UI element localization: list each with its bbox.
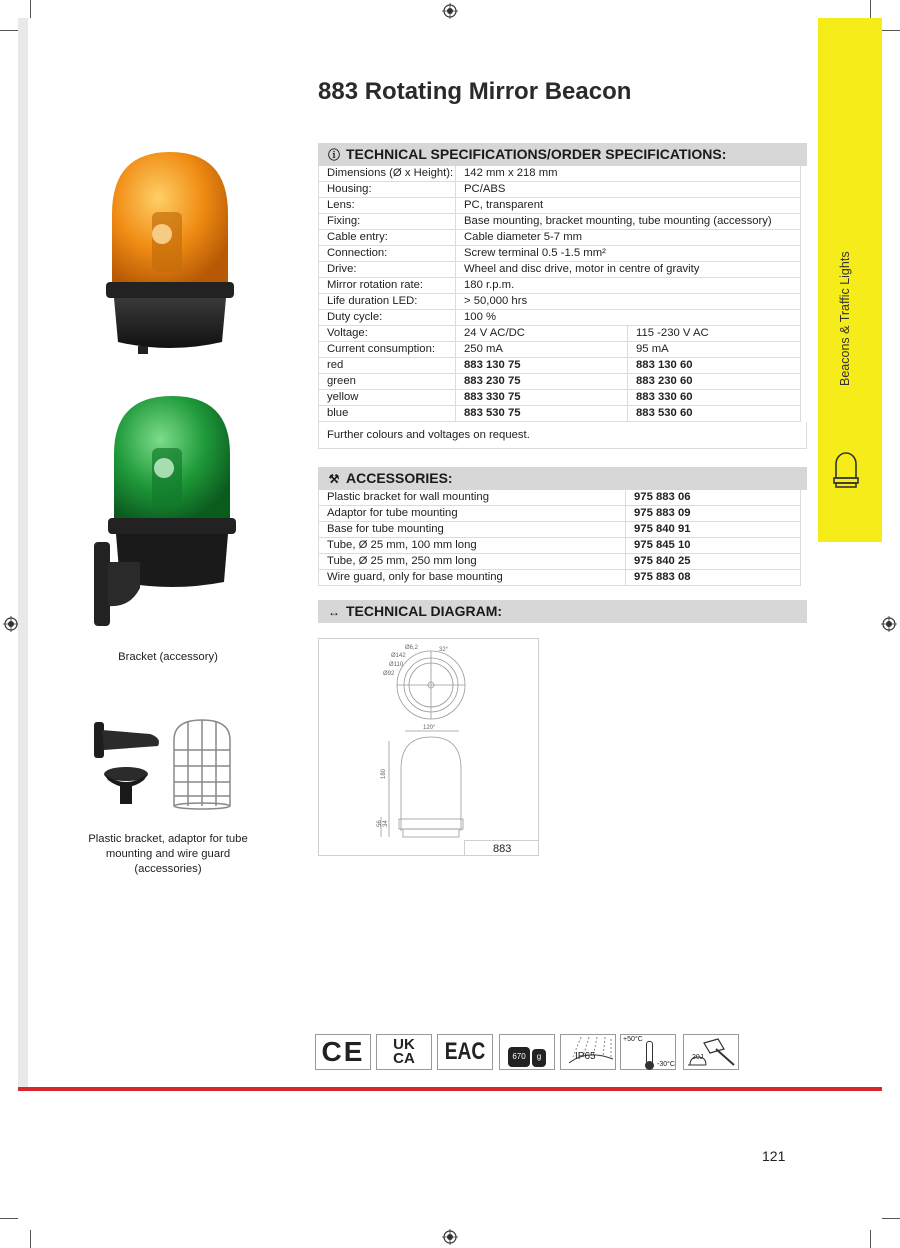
accessory-row	[319, 570, 801, 586]
spec-value-230v: 883 530 60	[628, 406, 801, 422]
caption-line: mounting and wire guard	[105, 848, 231, 860]
spec-row	[319, 198, 801, 214]
accessory-code: 975 883 08	[626, 570, 801, 586]
temperature-range-icon	[620, 1034, 676, 1070]
page-title: 883 Rotating Mirror Beacon	[318, 78, 632, 105]
spec-row	[319, 358, 801, 374]
crop-mark	[882, 1218, 900, 1219]
crop-mark	[30, 1230, 31, 1248]
accessory-row	[319, 538, 801, 554]
ukca-text: CA	[393, 1050, 415, 1067]
accessory-code: 975 840 91	[626, 522, 801, 538]
spec-value: Base mounting, bracket mounting, tube mounting (accessory)	[456, 214, 801, 230]
spec-label: blue	[319, 406, 456, 422]
accessories-heading	[318, 467, 807, 490]
registration-mark-icon	[442, 3, 458, 19]
accessories-image	[90, 716, 240, 812]
info-icon: ⓘ	[327, 148, 340, 162]
spec-label: green	[319, 374, 456, 390]
spec-label: Current consumption:	[319, 342, 456, 358]
spec-row	[319, 310, 801, 326]
weight-icon	[499, 1034, 555, 1070]
footer-rule	[18, 1087, 882, 1091]
spec-value: 142 mm x 218 mm	[456, 166, 801, 182]
spec-row	[319, 326, 801, 342]
spec-label: Connection:	[319, 246, 456, 262]
caption-line: Plastic bracket, adaptor for tube	[88, 833, 248, 845]
spec-row	[319, 262, 801, 278]
registration-mark-icon	[881, 616, 897, 632]
technical-diagram	[318, 638, 539, 856]
spec-row	[319, 182, 801, 198]
spec-label: Duty cycle:	[319, 310, 456, 326]
spec-value: Cable diameter 5-7 mm	[456, 230, 801, 246]
hammer-icon	[684, 1035, 738, 1069]
spec-value-230v: 115 -230 V AC	[628, 326, 801, 342]
dim-label: 56	[377, 820, 383, 827]
spec-row	[319, 390, 801, 406]
eac-mark-icon	[437, 1034, 493, 1070]
spec-value: 180 r.p.m.	[456, 278, 801, 294]
spec-value-24v: 24 V AC/DC	[456, 326, 628, 342]
ukca-text: UK	[393, 1036, 415, 1053]
diagram-heading	[318, 600, 807, 623]
weight-unit: g	[536, 1052, 542, 1061]
spec-value-230v: 883 230 60	[628, 374, 801, 390]
accessory-label: Tube, Ø 25 mm, 250 mm long	[319, 554, 626, 570]
spec-label: Fixing:	[319, 214, 456, 230]
spec-row	[319, 342, 801, 358]
temp-min: -30°C	[657, 1061, 675, 1068]
spec-value-230v: 883 130 60	[628, 358, 801, 374]
spec-value-24v: 883 330 75	[456, 390, 628, 406]
spec-value: > 50,000 hrs	[456, 294, 801, 310]
ip-rating-icon	[560, 1034, 616, 1070]
accessories-table	[318, 490, 801, 586]
ukca-mark-icon	[376, 1034, 432, 1070]
spec-label: Drive:	[319, 262, 456, 278]
spec-value: PC/ABS	[456, 182, 801, 198]
spec-label: Housing:	[319, 182, 456, 198]
diagram-heading-text: TECHNICAL DIAGRAM:	[346, 603, 503, 619]
page-number: 121	[762, 1148, 786, 1164]
accessory-code: 975 845 10	[626, 538, 801, 554]
temp-max: +50°C	[623, 1036, 643, 1043]
green-beacon-bracket-image	[90, 392, 240, 628]
spec-label: Dimensions (Ø x Height):	[319, 166, 456, 182]
spec-value-24v: 883 230 75	[456, 374, 628, 390]
spec-label: Mirror rotation rate:	[319, 278, 456, 294]
accessory-row	[319, 490, 801, 506]
beacon-icon	[832, 448, 860, 490]
registration-mark-icon	[3, 616, 19, 632]
spec-row	[319, 166, 801, 182]
accessory-code: 975 840 25	[626, 554, 801, 570]
accessory-row	[319, 522, 801, 538]
spec-row	[319, 230, 801, 246]
crop-mark	[0, 1218, 18, 1219]
orange-beacon-image	[100, 142, 240, 360]
dim-label: 32°	[439, 647, 449, 653]
accessories-caption	[76, 832, 260, 877]
accessory-label: Base for tube mounting	[319, 522, 626, 538]
spec-label: Lens:	[319, 198, 456, 214]
spec-row	[319, 246, 801, 262]
crop-mark	[0, 30, 18, 31]
accessory-label: Tube, Ø 25 mm, 100 mm long	[319, 538, 626, 554]
caption-line: (accessories)	[134, 863, 202, 875]
impact-value: 20J	[692, 1054, 704, 1061]
spec-label: Cable entry:	[319, 230, 456, 246]
bracket-caption: Bracket (accessory)	[118, 651, 218, 663]
dim-label: Ø92	[383, 671, 395, 677]
tech-specs-table	[318, 166, 801, 422]
spec-row	[319, 214, 801, 230]
dim-label: Ø6,2	[405, 645, 419, 651]
technical-drawing	[319, 639, 538, 855]
weight-value: 670	[512, 1052, 526, 1061]
tech-specs-heading	[318, 143, 807, 166]
ce-mark-icon	[315, 1034, 371, 1070]
tech-specs-heading-text: TECHNICAL SPECIFICATIONS/ORDER SPECIFICATIONS:	[346, 146, 727, 162]
spec-value: Screw terminal 0.5 -1.5 mm²	[456, 246, 801, 262]
eac-text: EAC	[444, 1038, 486, 1065]
impact-resistance-icon	[683, 1034, 739, 1070]
accessory-label: Plastic bracket for wall mounting	[319, 490, 626, 506]
accessory-code: 975 883 09	[626, 506, 801, 522]
dim-label: Ø110	[389, 662, 404, 668]
dim-label: 120°	[423, 725, 436, 731]
accessories-heading-text: ACCESSORIES:	[346, 470, 453, 486]
spec-label: Life duration LED:	[319, 294, 456, 310]
spec-label: red	[319, 358, 456, 374]
accessory-label: Adaptor for tube mounting	[319, 506, 626, 522]
dim-label: 34	[383, 820, 389, 827]
accessory-code: 975 883 06	[626, 490, 801, 506]
spec-value-230v: 883 330 60	[628, 390, 801, 406]
spec-label: yellow	[319, 390, 456, 406]
accessory-label: Wire guard, only for base mounting	[319, 570, 626, 586]
ip-value: IP65	[575, 1051, 596, 1062]
accessory-row	[319, 506, 801, 522]
spec-row	[319, 294, 801, 310]
spec-value-24v: 883 530 75	[456, 406, 628, 422]
dim-label: Ø142	[391, 653, 406, 659]
crop-mark	[30, 0, 31, 18]
spec-value-230v: 95 mA	[628, 342, 801, 358]
spec-row	[319, 406, 801, 422]
spec-value-24v: 250 mA	[456, 342, 628, 358]
dim-label: 180	[381, 768, 387, 779]
ce-text: CE	[321, 1036, 365, 1067]
spec-row	[319, 374, 801, 390]
spec-value: 100 %	[456, 310, 801, 326]
spec-value-24v: 883 130 75	[456, 358, 628, 374]
arrows-horizontal-icon: ↔	[328, 605, 340, 619]
tech-specs-note: Further colours and voltages on request.	[318, 422, 807, 449]
spec-label: Voltage:	[319, 326, 456, 342]
tools-icon: ⚒	[328, 472, 340, 486]
left-margin-bar	[18, 18, 28, 1090]
crop-mark	[870, 1230, 871, 1248]
diagram-label: 883	[464, 840, 539, 856]
side-tab-label: Beacons & Traffic Lights	[838, 251, 852, 386]
spec-row	[319, 278, 801, 294]
registration-mark-icon	[442, 1229, 458, 1245]
crop-mark	[882, 30, 900, 31]
crop-mark	[870, 0, 871, 18]
spec-value: Wheel and disc drive, motor in centre of gravity	[456, 262, 801, 278]
accessory-row	[319, 554, 801, 570]
spec-value: PC, transparent	[456, 198, 801, 214]
